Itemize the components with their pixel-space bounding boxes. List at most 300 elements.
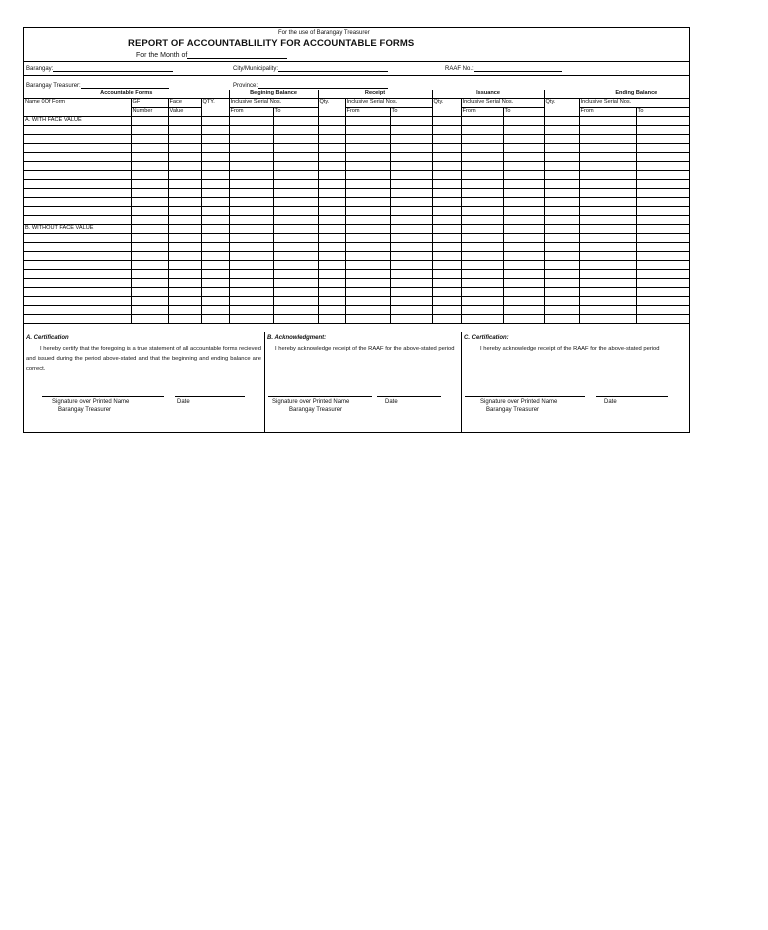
table-cell[interactable] bbox=[345, 144, 390, 153]
table-cell[interactable] bbox=[345, 126, 390, 135]
table-cell[interactable] bbox=[503, 315, 544, 324]
table-cell[interactable] bbox=[229, 297, 273, 306]
table-cell[interactable] bbox=[461, 189, 503, 198]
table-cell[interactable] bbox=[24, 252, 131, 261]
cert-b-signature-line[interactable] bbox=[268, 396, 372, 397]
table-cell[interactable] bbox=[461, 153, 503, 162]
table-cell[interactable] bbox=[24, 198, 131, 207]
table-cell[interactable] bbox=[432, 189, 461, 198]
table-cell[interactable] bbox=[201, 297, 229, 306]
table-cell[interactable] bbox=[24, 306, 131, 315]
table-cell[interactable] bbox=[24, 243, 131, 252]
table-cell[interactable] bbox=[432, 216, 461, 225]
table-cell[interactable] bbox=[229, 225, 273, 234]
table-cell[interactable] bbox=[503, 180, 544, 189]
table-cell[interactable] bbox=[544, 225, 579, 234]
table-cell[interactable] bbox=[544, 207, 579, 216]
table-cell[interactable] bbox=[636, 171, 689, 180]
table-cell[interactable] bbox=[390, 135, 432, 144]
table-cell[interactable] bbox=[229, 153, 273, 162]
table-cell[interactable] bbox=[390, 180, 432, 189]
table-cell[interactable] bbox=[579, 198, 636, 207]
table-cell[interactable] bbox=[636, 126, 689, 135]
table-cell[interactable] bbox=[461, 198, 503, 207]
table-cell[interactable] bbox=[636, 297, 689, 306]
table-cell[interactable] bbox=[636, 279, 689, 288]
table-cell[interactable] bbox=[168, 135, 201, 144]
table-cell[interactable] bbox=[544, 270, 579, 279]
table-cell[interactable] bbox=[273, 315, 318, 324]
table-cell[interactable] bbox=[345, 198, 390, 207]
table-cell[interactable] bbox=[201, 207, 229, 216]
table-cell[interactable] bbox=[579, 162, 636, 171]
table-cell[interactable] bbox=[503, 297, 544, 306]
table-cell[interactable] bbox=[503, 216, 544, 225]
table-cell[interactable] bbox=[544, 261, 579, 270]
table-cell[interactable] bbox=[432, 207, 461, 216]
table-cell[interactable] bbox=[345, 315, 390, 324]
table-cell[interactable] bbox=[461, 126, 503, 135]
table-cell[interactable] bbox=[503, 279, 544, 288]
table-cell[interactable] bbox=[318, 243, 345, 252]
city-input-line[interactable] bbox=[278, 65, 388, 72]
table-cell[interactable] bbox=[345, 216, 390, 225]
table-cell[interactable] bbox=[24, 297, 131, 306]
table-cell[interactable] bbox=[503, 252, 544, 261]
table-cell[interactable] bbox=[636, 288, 689, 297]
table-cell[interactable] bbox=[273, 153, 318, 162]
table-cell[interactable] bbox=[131, 126, 168, 135]
table-cell[interactable] bbox=[273, 234, 318, 243]
table-cell[interactable] bbox=[131, 171, 168, 180]
table-cell[interactable] bbox=[503, 144, 544, 153]
table-cell[interactable] bbox=[544, 279, 579, 288]
table-cell[interactable] bbox=[168, 243, 201, 252]
table-cell[interactable] bbox=[131, 297, 168, 306]
table-cell[interactable] bbox=[432, 288, 461, 297]
table-cell[interactable] bbox=[273, 189, 318, 198]
table-cell[interactable] bbox=[168, 162, 201, 171]
table-cell[interactable] bbox=[544, 297, 579, 306]
table-cell[interactable] bbox=[131, 207, 168, 216]
table-cell[interactable] bbox=[390, 297, 432, 306]
table-cell[interactable] bbox=[318, 216, 345, 225]
table-cell[interactable] bbox=[503, 225, 544, 234]
table-cell[interactable] bbox=[318, 153, 345, 162]
table-cell[interactable] bbox=[503, 270, 544, 279]
table-cell[interactable] bbox=[390, 207, 432, 216]
table-cell[interactable] bbox=[503, 243, 544, 252]
table-cell[interactable] bbox=[503, 153, 544, 162]
table-cell[interactable] bbox=[201, 270, 229, 279]
table-cell[interactable] bbox=[168, 180, 201, 189]
table-cell[interactable] bbox=[636, 252, 689, 261]
table-cell[interactable] bbox=[131, 279, 168, 288]
table-cell[interactable] bbox=[432, 261, 461, 270]
cert-a-date-line[interactable] bbox=[175, 396, 245, 397]
table-cell[interactable] bbox=[461, 234, 503, 243]
table-cell[interactable] bbox=[273, 144, 318, 153]
table-cell[interactable] bbox=[201, 261, 229, 270]
table-cell[interactable] bbox=[636, 234, 689, 243]
table-cell[interactable] bbox=[432, 180, 461, 189]
table-cell[interactable] bbox=[503, 171, 544, 180]
table-cell[interactable] bbox=[168, 198, 201, 207]
table-cell[interactable] bbox=[229, 252, 273, 261]
table-cell[interactable] bbox=[636, 180, 689, 189]
table-cell[interactable] bbox=[229, 288, 273, 297]
table-cell[interactable] bbox=[432, 171, 461, 180]
table-cell[interactable] bbox=[318, 198, 345, 207]
table-cell[interactable] bbox=[229, 117, 273, 126]
table-cell[interactable] bbox=[345, 135, 390, 144]
table-cell[interactable] bbox=[201, 234, 229, 243]
cert-b-date-line[interactable] bbox=[377, 396, 441, 397]
table-cell[interactable] bbox=[168, 252, 201, 261]
table-cell[interactable] bbox=[503, 189, 544, 198]
table-cell[interactable] bbox=[131, 225, 168, 234]
table-cell[interactable] bbox=[461, 306, 503, 315]
table-cell[interactable] bbox=[229, 243, 273, 252]
table-cell[interactable] bbox=[131, 261, 168, 270]
table-cell[interactable] bbox=[168, 288, 201, 297]
table-cell[interactable] bbox=[229, 261, 273, 270]
table-cell[interactable] bbox=[636, 189, 689, 198]
table-cell[interactable] bbox=[168, 306, 201, 315]
table-cell[interactable] bbox=[318, 135, 345, 144]
table-cell[interactable] bbox=[168, 207, 201, 216]
table-cell[interactable] bbox=[229, 171, 273, 180]
table-cell[interactable] bbox=[345, 117, 390, 126]
table-cell[interactable] bbox=[544, 135, 579, 144]
table-cell[interactable] bbox=[318, 144, 345, 153]
table-cell[interactable] bbox=[131, 216, 168, 225]
table-cell[interactable] bbox=[544, 252, 579, 261]
table-cell[interactable] bbox=[432, 198, 461, 207]
table-cell[interactable] bbox=[544, 126, 579, 135]
table-cell[interactable] bbox=[544, 117, 579, 126]
table-cell[interactable] bbox=[229, 207, 273, 216]
table-cell[interactable] bbox=[503, 198, 544, 207]
table-cell[interactable] bbox=[390, 225, 432, 234]
table-cell[interactable] bbox=[390, 126, 432, 135]
table-cell[interactable] bbox=[201, 153, 229, 162]
table-cell[interactable] bbox=[273, 216, 318, 225]
table-cell[interactable] bbox=[461, 297, 503, 306]
table-cell[interactable] bbox=[579, 270, 636, 279]
table-cell[interactable] bbox=[544, 144, 579, 153]
table-cell[interactable] bbox=[579, 315, 636, 324]
table-cell[interactable] bbox=[273, 180, 318, 189]
table-cell[interactable] bbox=[544, 162, 579, 171]
table-cell[interactable] bbox=[318, 306, 345, 315]
table-cell[interactable] bbox=[168, 279, 201, 288]
table-cell[interactable] bbox=[390, 162, 432, 171]
table-cell[interactable] bbox=[390, 198, 432, 207]
table-cell[interactable] bbox=[201, 315, 229, 324]
barangay-input-line[interactable] bbox=[53, 65, 173, 72]
table-cell[interactable] bbox=[345, 306, 390, 315]
table-cell[interactable] bbox=[390, 252, 432, 261]
table-cell[interactable] bbox=[345, 234, 390, 243]
table-cell[interactable] bbox=[273, 207, 318, 216]
table-cell[interactable] bbox=[544, 198, 579, 207]
table-cell[interactable] bbox=[273, 270, 318, 279]
table-cell[interactable] bbox=[432, 153, 461, 162]
table-cell[interactable] bbox=[273, 126, 318, 135]
table-cell[interactable] bbox=[229, 270, 273, 279]
table-cell[interactable] bbox=[229, 135, 273, 144]
table-cell[interactable] bbox=[432, 279, 461, 288]
table-cell[interactable] bbox=[229, 126, 273, 135]
table-cell[interactable] bbox=[168, 144, 201, 153]
table-cell[interactable] bbox=[273, 279, 318, 288]
table-cell[interactable] bbox=[201, 225, 229, 234]
table-cell[interactable] bbox=[168, 225, 201, 234]
table-cell[interactable] bbox=[229, 198, 273, 207]
table-cell[interactable] bbox=[636, 306, 689, 315]
table-cell[interactable] bbox=[318, 315, 345, 324]
table-cell[interactable] bbox=[201, 180, 229, 189]
treasurer-input-line[interactable] bbox=[81, 82, 169, 89]
table-cell[interactable] bbox=[201, 198, 229, 207]
table-cell[interactable] bbox=[432, 306, 461, 315]
table-cell[interactable] bbox=[390, 288, 432, 297]
table-cell[interactable] bbox=[345, 171, 390, 180]
table-cell[interactable] bbox=[201, 279, 229, 288]
table-cell[interactable] bbox=[461, 243, 503, 252]
table-cell[interactable] bbox=[168, 117, 201, 126]
table-cell[interactable] bbox=[503, 306, 544, 315]
table-cell[interactable] bbox=[24, 153, 131, 162]
table-cell[interactable] bbox=[461, 216, 503, 225]
table-cell[interactable] bbox=[390, 270, 432, 279]
table-cell[interactable] bbox=[273, 171, 318, 180]
table-cell[interactable] bbox=[390, 243, 432, 252]
table-cell[interactable] bbox=[636, 243, 689, 252]
table-cell[interactable] bbox=[131, 234, 168, 243]
table-cell[interactable] bbox=[229, 234, 273, 243]
table-cell[interactable] bbox=[318, 279, 345, 288]
table-cell[interactable] bbox=[390, 144, 432, 153]
table-cell[interactable] bbox=[544, 153, 579, 162]
month-input-line[interactable] bbox=[187, 52, 287, 59]
table-cell[interactable] bbox=[24, 315, 131, 324]
table-cell[interactable] bbox=[579, 126, 636, 135]
table-cell[interactable] bbox=[636, 135, 689, 144]
table-cell[interactable] bbox=[131, 243, 168, 252]
cert-c-signature-line[interactable] bbox=[465, 396, 585, 397]
table-cell[interactable] bbox=[318, 162, 345, 171]
table-cell[interactable] bbox=[318, 234, 345, 243]
table-cell[interactable] bbox=[579, 288, 636, 297]
table-cell[interactable] bbox=[390, 261, 432, 270]
table-cell[interactable] bbox=[461, 288, 503, 297]
table-cell[interactable] bbox=[168, 171, 201, 180]
table-cell[interactable] bbox=[390, 315, 432, 324]
table-cell[interactable] bbox=[318, 207, 345, 216]
table-cell[interactable] bbox=[503, 135, 544, 144]
table-cell[interactable] bbox=[503, 207, 544, 216]
table-cell[interactable] bbox=[131, 189, 168, 198]
table-cell[interactable] bbox=[461, 207, 503, 216]
table-cell[interactable] bbox=[273, 297, 318, 306]
table-cell[interactable] bbox=[131, 162, 168, 171]
table-cell[interactable] bbox=[229, 216, 273, 225]
table-cell[interactable] bbox=[390, 306, 432, 315]
cert-c-date-line[interactable] bbox=[596, 396, 668, 397]
table-cell[interactable] bbox=[345, 288, 390, 297]
table-cell[interactable] bbox=[273, 252, 318, 261]
table-cell[interactable] bbox=[390, 216, 432, 225]
table-cell[interactable] bbox=[318, 261, 345, 270]
table-cell[interactable] bbox=[201, 288, 229, 297]
table-cell[interactable] bbox=[636, 216, 689, 225]
table-cell[interactable] bbox=[318, 117, 345, 126]
table-cell[interactable] bbox=[503, 117, 544, 126]
table-cell[interactable] bbox=[432, 234, 461, 243]
table-cell[interactable] bbox=[131, 135, 168, 144]
table-cell[interactable] bbox=[229, 180, 273, 189]
table-cell[interactable] bbox=[168, 297, 201, 306]
table-cell[interactable] bbox=[318, 270, 345, 279]
table-cell[interactable] bbox=[24, 180, 131, 189]
table-cell[interactable] bbox=[201, 117, 229, 126]
table-cell[interactable] bbox=[24, 279, 131, 288]
table-cell[interactable] bbox=[318, 252, 345, 261]
province-input-line[interactable] bbox=[258, 82, 388, 89]
table-cell[interactable] bbox=[579, 252, 636, 261]
table-cell[interactable] bbox=[229, 162, 273, 171]
table-cell[interactable] bbox=[544, 315, 579, 324]
table-cell[interactable] bbox=[345, 261, 390, 270]
table-cell[interactable] bbox=[544, 306, 579, 315]
table-cell[interactable] bbox=[432, 315, 461, 324]
table-cell[interactable] bbox=[579, 207, 636, 216]
table-cell[interactable] bbox=[318, 126, 345, 135]
table-cell[interactable] bbox=[579, 180, 636, 189]
table-cell[interactable] bbox=[544, 189, 579, 198]
table-cell[interactable] bbox=[461, 144, 503, 153]
table-cell[interactable] bbox=[579, 171, 636, 180]
table-cell[interactable] bbox=[579, 234, 636, 243]
table-cell[interactable] bbox=[461, 162, 503, 171]
table-cell[interactable] bbox=[503, 261, 544, 270]
table-cell[interactable] bbox=[461, 252, 503, 261]
table-cell[interactable] bbox=[636, 225, 689, 234]
table-cell[interactable] bbox=[131, 288, 168, 297]
table-cell[interactable] bbox=[24, 135, 131, 144]
table-cell[interactable] bbox=[503, 162, 544, 171]
table-cell[interactable] bbox=[318, 225, 345, 234]
table-cell[interactable] bbox=[544, 288, 579, 297]
table-cell[interactable] bbox=[390, 279, 432, 288]
table-cell[interactable] bbox=[273, 225, 318, 234]
table-cell[interactable] bbox=[273, 243, 318, 252]
table-cell[interactable] bbox=[318, 189, 345, 198]
cert-a-signature-line[interactable] bbox=[42, 396, 164, 397]
table-cell[interactable] bbox=[544, 234, 579, 243]
table-cell[interactable] bbox=[131, 270, 168, 279]
table-cell[interactable] bbox=[24, 288, 131, 297]
table-cell[interactable] bbox=[229, 189, 273, 198]
table-cell[interactable] bbox=[201, 126, 229, 135]
table-cell[interactable] bbox=[432, 117, 461, 126]
table-cell[interactable] bbox=[345, 207, 390, 216]
table-cell[interactable] bbox=[168, 189, 201, 198]
table-cell[interactable] bbox=[390, 117, 432, 126]
table-cell[interactable] bbox=[544, 180, 579, 189]
table-cell[interactable] bbox=[273, 261, 318, 270]
table-cell[interactable] bbox=[579, 279, 636, 288]
table-cell[interactable] bbox=[579, 144, 636, 153]
table-cell[interactable] bbox=[24, 261, 131, 270]
table-cell[interactable] bbox=[345, 279, 390, 288]
table-cell[interactable] bbox=[432, 144, 461, 153]
table-cell[interactable] bbox=[273, 306, 318, 315]
table-cell[interactable] bbox=[201, 189, 229, 198]
table-cell[interactable] bbox=[345, 189, 390, 198]
table-cell[interactable] bbox=[432, 252, 461, 261]
table-cell[interactable] bbox=[168, 153, 201, 162]
table-cell[interactable] bbox=[131, 198, 168, 207]
table-cell[interactable] bbox=[24, 207, 131, 216]
table-cell[interactable] bbox=[201, 162, 229, 171]
table-cell[interactable] bbox=[168, 261, 201, 270]
table-cell[interactable] bbox=[544, 171, 579, 180]
table-cell[interactable] bbox=[318, 171, 345, 180]
table-cell[interactable] bbox=[579, 297, 636, 306]
table-cell[interactable] bbox=[461, 279, 503, 288]
table-cell[interactable] bbox=[579, 117, 636, 126]
table-cell[interactable] bbox=[24, 171, 131, 180]
table-cell[interactable] bbox=[345, 162, 390, 171]
raaf-input-line[interactable] bbox=[474, 65, 562, 72]
table-cell[interactable] bbox=[636, 261, 689, 270]
table-cell[interactable] bbox=[131, 180, 168, 189]
table-cell[interactable] bbox=[345, 153, 390, 162]
table-cell[interactable] bbox=[636, 270, 689, 279]
table-cell[interactable] bbox=[24, 270, 131, 279]
table-cell[interactable] bbox=[579, 243, 636, 252]
table-cell[interactable] bbox=[579, 225, 636, 234]
table-cell[interactable] bbox=[503, 288, 544, 297]
table-cell[interactable] bbox=[345, 297, 390, 306]
table-cell[interactable] bbox=[201, 144, 229, 153]
table-cell[interactable] bbox=[168, 126, 201, 135]
table-cell[interactable] bbox=[390, 153, 432, 162]
table-cell[interactable] bbox=[461, 180, 503, 189]
table-cell[interactable] bbox=[579, 216, 636, 225]
table-cell[interactable] bbox=[131, 153, 168, 162]
table-cell[interactable] bbox=[345, 252, 390, 261]
table-cell[interactable] bbox=[168, 315, 201, 324]
table-cell[interactable] bbox=[131, 144, 168, 153]
table-cell[interactable] bbox=[168, 216, 201, 225]
table-cell[interactable] bbox=[345, 270, 390, 279]
table-cell[interactable] bbox=[636, 315, 689, 324]
table-cell[interactable] bbox=[201, 135, 229, 144]
table-cell[interactable] bbox=[201, 216, 229, 225]
table-cell[interactable] bbox=[318, 180, 345, 189]
table-cell[interactable] bbox=[390, 234, 432, 243]
table-cell[interactable] bbox=[579, 135, 636, 144]
table-cell[interactable] bbox=[636, 198, 689, 207]
table-cell[interactable] bbox=[636, 144, 689, 153]
table-cell[interactable] bbox=[461, 315, 503, 324]
table-cell[interactable] bbox=[24, 234, 131, 243]
table-cell[interactable] bbox=[201, 243, 229, 252]
